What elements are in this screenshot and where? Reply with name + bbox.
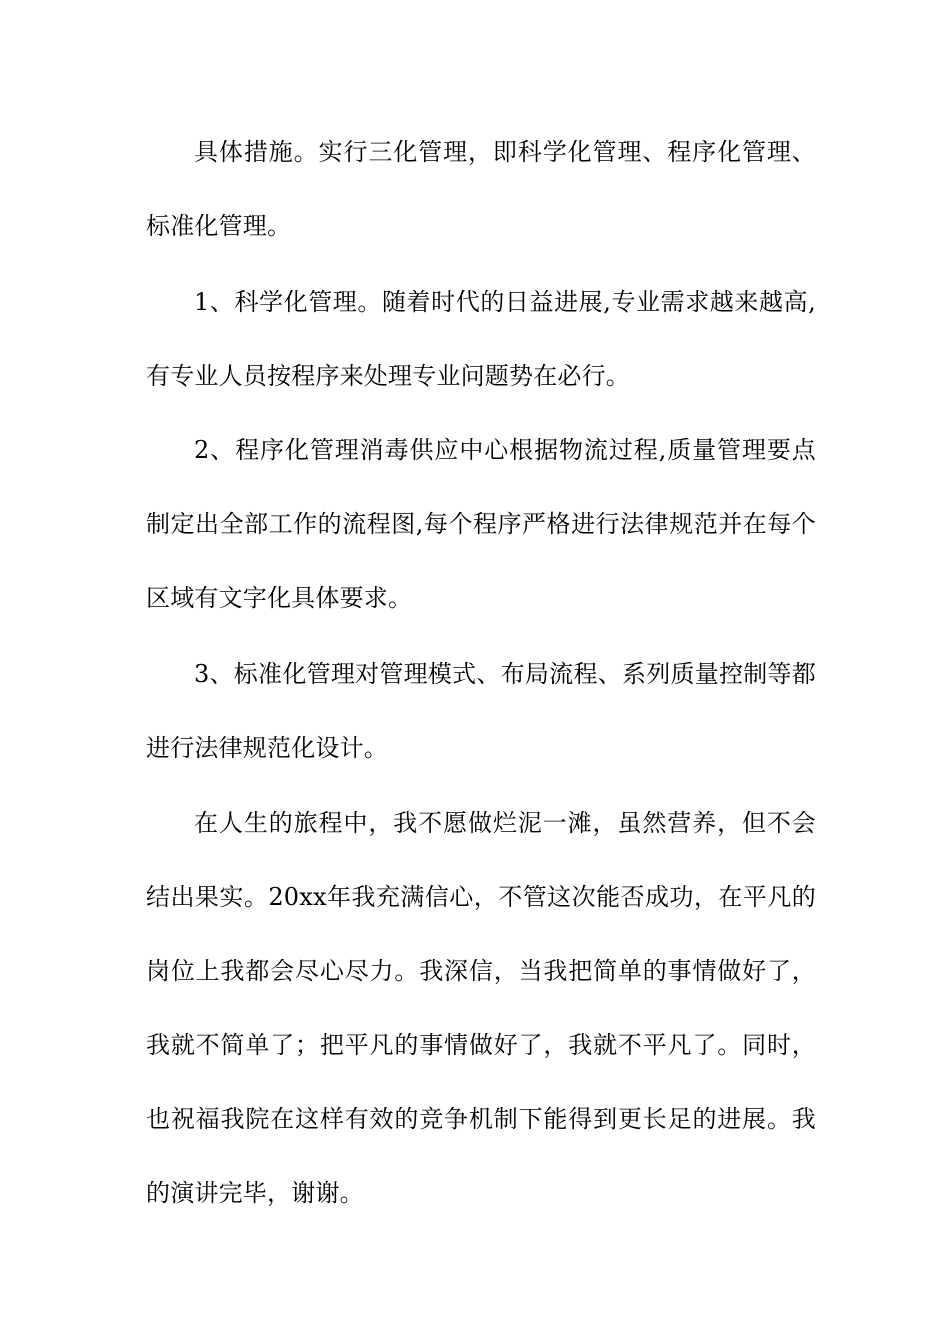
paragraph-measures: 具体措施。实行三化管理，即科学化管理、程序化管理、标准化管理。 (146, 138, 816, 240)
paragraph-closing-speech: 在人生的旅程中，我不愿做烂泥一滩，虽然营养，但不会结出果实。20xx年我充满信心，不管这次能否成功，在平凡的岗位上我都会尽心尽力。我深信，当我把简单的事情做好了，我就不简单了；把平凡的事情做好了，我就不平凡了。同时，也祝福我院在这样有效的竞争机制下能得到更长足的进展。我的演讲完毕，谢谢。 (146, 809, 816, 1207)
paragraph-standardized-management: 3、标准化管理对管理模式、布局流程、系列质量控制等都进行法律规范化设计。 (146, 660, 816, 762)
paragraph-scientific-management: 1、科学化管理。随着时代的日益进展,专业需求越来越高,有专业人员按程序来处理专业问题势在必行。 (146, 288, 816, 390)
paragraph-procedural-management: 2、程序化管理消毒供应中心根据物流过程,质量管理要点制定出全部工作的流程图,每个程序严格进行法律规范并在每个区域有文字化具体要求。 (146, 436, 816, 612)
